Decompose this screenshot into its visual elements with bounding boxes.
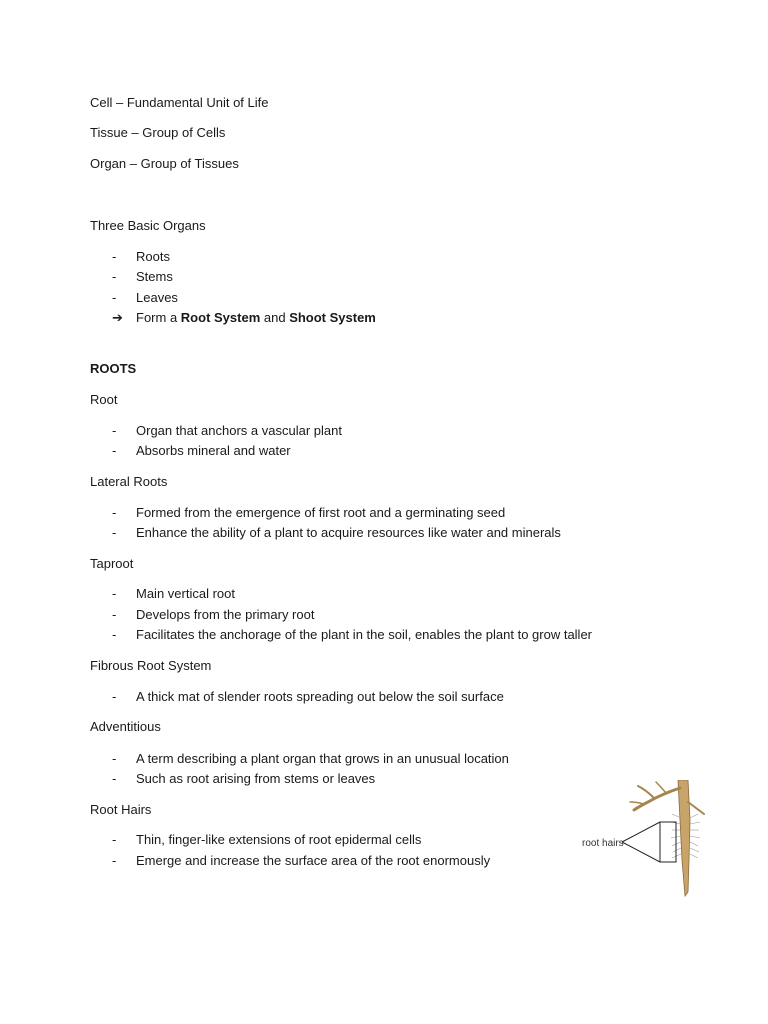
list-item: - Thin, finger-like extensions of root epidermal cells <box>112 832 422 847</box>
root-hairs-figure <box>576 780 716 900</box>
section-title-root: Root <box>90 392 118 407</box>
definition-cell: Cell – Fundamental Unit of Life <box>90 95 269 110</box>
bracket-shape <box>660 822 676 862</box>
arrow-right-icon: ➔ <box>112 310 123 325</box>
list-item: - Stems <box>112 269 173 284</box>
list-item: - Main vertical root <box>112 586 235 601</box>
section-title-root-hairs: Root Hairs <box>90 802 152 817</box>
list-item: - A thick mat of slender roots spreading out below the soil surface <box>112 689 504 704</box>
lateral-root-shape <box>634 788 680 810</box>
taproot-shape <box>678 780 690 896</box>
list-item: - Facilitates the anchorage of the plant in the soil, enables the plant to grow taller <box>112 627 593 642</box>
list-item: - Develops from the primary root <box>112 607 315 622</box>
list-item: - A term describing a plant organ that grows in an unusual location <box>112 751 509 766</box>
roots-heading: ROOTS <box>90 361 137 376</box>
definition-tissue: Tissue – Group of Cells <box>90 125 226 140</box>
organ-systems-summary: ➔ Form a Root System and Shoot System <box>112 310 376 325</box>
list-item: - Leaves <box>112 290 178 305</box>
list-item: - Absorbs mineral and water <box>112 443 291 458</box>
section-title-fibrous-root-system: Fibrous Root System <box>90 658 212 673</box>
figure-label: root hairs <box>582 838 624 849</box>
organs-heading: Three Basic Organs <box>90 218 206 233</box>
list-item: - Formed from the emergence of first root and a germinating seed <box>112 505 506 520</box>
section-title-adventitious: Adventitious <box>90 719 161 734</box>
section-title-taproot: Taproot <box>90 556 134 571</box>
definition-organ: Organ – Group of Tissues <box>90 156 239 171</box>
list-item: - Organ that anchors a vascular plant <box>112 423 342 438</box>
list-item: - Such as root arising from stems or leaves <box>112 771 376 786</box>
list-item: - Emerge and increase the surface area of the root enormously <box>112 853 491 868</box>
list-item: - Enhance the ability of a plant to acquire resources like water and minerals <box>112 525 561 540</box>
list-item: - Roots <box>112 249 170 264</box>
section-title-lateral-roots: Lateral Roots <box>90 474 168 489</box>
